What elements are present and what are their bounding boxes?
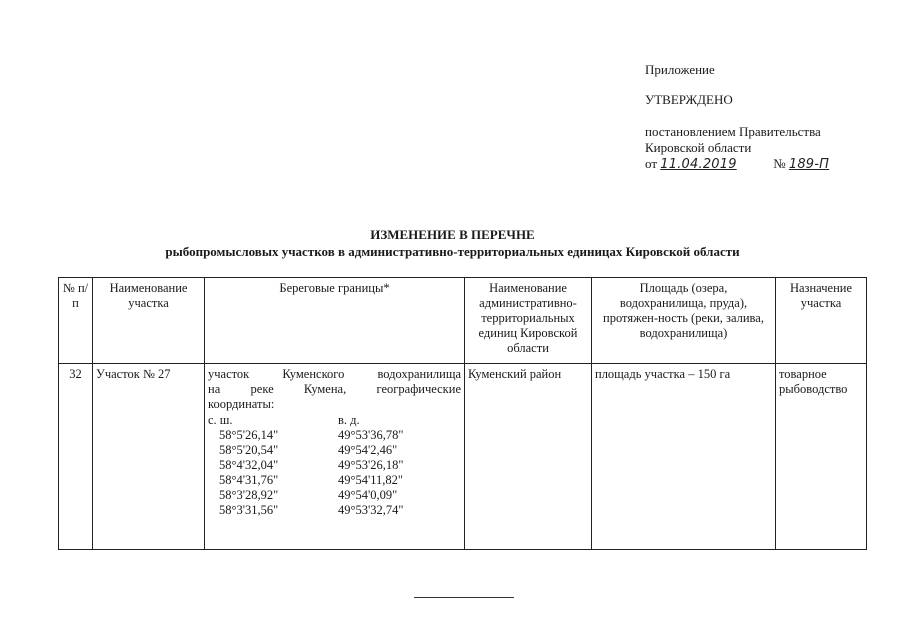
coordinate-lat: 58°3'31,56" — [219, 503, 279, 517]
number-prefix: № — [773, 156, 786, 171]
boundaries-line-1: участок Куменского водохранилища — [208, 367, 461, 381]
row-area: площадь участка – 150 га — [592, 364, 776, 550]
fishing-areas-table — [58, 277, 867, 550]
coordinate-lon: 49°53'26,18" — [338, 458, 404, 472]
document-title: ИЗМЕНЕНИЕ В ПЕРЕЧНЕ — [370, 227, 535, 242]
coordinate-lat: 58°5'20,54" — [219, 443, 279, 457]
coordinate-row — [208, 488, 461, 503]
coordinate-lon: 49°54'2,46" — [338, 443, 398, 457]
decree-date-number — [645, 156, 895, 173]
coordinate-row — [208, 428, 461, 443]
coordinate-lat: 58°5'26,14" — [219, 428, 279, 442]
date-value: 11.04.2019 — [660, 157, 737, 172]
decree-line-1: постановлением Правительства — [645, 124, 821, 139]
number-value: 189-П — [788, 157, 830, 172]
coordinate-lon: 49°53'36,78" — [338, 428, 404, 442]
table-row — [59, 364, 867, 550]
footer-divider — [414, 597, 514, 598]
boundaries-line-2: на реке Кумена, географические — [208, 382, 461, 396]
table-header-row — [59, 278, 867, 364]
boundaries-line-3: координаты: — [208, 397, 275, 411]
header-number: № п/п — [59, 278, 93, 364]
appendix-label: Приложение — [645, 62, 715, 77]
lat-header: с. ш. — [208, 413, 233, 427]
row-name: Участок № 27 — [93, 364, 205, 550]
lon-header: в. д. — [338, 413, 360, 427]
header-purpose: Назначение участка — [776, 278, 867, 364]
header-districts: Наименование административно-территориальных единиц Кировской области — [465, 278, 592, 364]
row-number: 32 — [59, 364, 93, 550]
document-subtitle: рыбопромысловых участков в административно-территориальных единицах Кировской области — [165, 244, 740, 259]
row-purpose: товарное рыбоводство — [776, 364, 867, 550]
coordinates-list — [208, 413, 461, 518]
coordinate-row — [208, 443, 461, 458]
header-area: Площадь (озера, водохранилища, пруда), протяжен-ность (реки, залива, водохранилища) — [592, 278, 776, 364]
approval-block — [645, 62, 895, 173]
coordinate-lat: 58°4'32,04" — [219, 458, 279, 472]
coordinate-lon: 49°54'0,09" — [338, 488, 398, 502]
coordinates-header — [208, 413, 461, 428]
row-boundaries — [205, 364, 465, 550]
decree-line-2: Кировской области — [645, 140, 752, 155]
coordinate-row — [208, 458, 461, 473]
coordinate-lon: 49°53'32,74" — [338, 503, 404, 517]
coordinate-lat: 58°3'28,92" — [219, 488, 279, 502]
coordinate-lat: 58°4'31,76" — [219, 473, 279, 487]
header-boundaries: Береговые границы* — [205, 278, 465, 364]
row-district: Куменский район — [465, 364, 592, 550]
header-name: Наименование участка — [93, 278, 205, 364]
date-prefix: от — [645, 156, 658, 171]
coordinate-row — [208, 503, 461, 518]
coordinate-row — [208, 473, 461, 488]
approved-label: УТВЕРЖДЕНО — [645, 92, 733, 107]
coordinate-lon: 49°54'11,82" — [338, 473, 404, 487]
